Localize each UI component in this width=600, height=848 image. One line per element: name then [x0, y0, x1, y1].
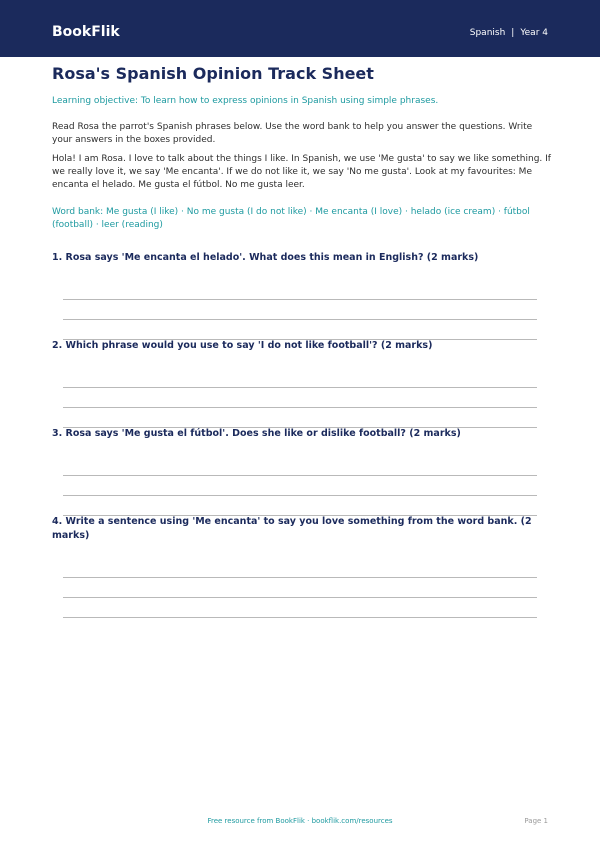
- learning-objective: Learning objective: To learn how to express opinions in Spanish using simple phrases.: [52, 96, 439, 106]
- question-2: 2. Which phrase would you use to say 'I do not like football'? (2 marks): [52, 340, 433, 351]
- answer-line-4b[interactable]: [63, 597, 537, 598]
- instructions: Read Rosa the parrot's Spanish phrases below. Use the word bank to help you answer the questions. Write your answers in the boxes provided.: [52, 122, 533, 145]
- answer-line-3b[interactable]: [63, 495, 537, 496]
- separator: |: [511, 28, 515, 38]
- year-label: Year 4: [520, 28, 548, 38]
- question-4: 4. Write a sentence using 'Me encanta' to say you love something from the word bank. (2 marks): [52, 516, 532, 541]
- subject-label: Spanish: [469, 28, 506, 38]
- page-title: Rosa's Spanish Opinion Track Sheet: [52, 64, 374, 83]
- answer-line-1b[interactable]: [63, 319, 537, 320]
- header-bar: [0, 0, 600, 57]
- page-number: Page 1: [524, 817, 548, 825]
- footer-text: Free resource from BookFlik · bookflik.com/resources: [207, 817, 393, 825]
- answer-line-3a[interactable]: [63, 475, 537, 476]
- subject-year: [470, 28, 548, 38]
- answer-line-1a[interactable]: [63, 299, 537, 300]
- answer-line-4c[interactable]: [63, 617, 537, 618]
- word-bank: Word bank: Me gusta (I like) · No me gusta (I do not like) · Me encanta (I love) · helado (ice cream) · fútbol (football) · leer (reading): [52, 207, 530, 230]
- question-3: 3. Rosa says 'Me gusta el fútbol'. Does she like or dislike football? (2 marks): [52, 428, 461, 439]
- answer-line-2a[interactable]: [63, 387, 537, 388]
- answer-line-4a[interactable]: [63, 577, 537, 578]
- answer-line-2b[interactable]: [63, 407, 537, 408]
- reading-passage: Hola! I am Rosa. I love to talk about the things I like. In Spanish, we use 'Me gusta' to say we like something. If we really love it, we say 'Me encanta'. If we do not like it, we say 'No me gusta'. Look at my favourites: Me encanta el helado. Me gusta el fútbol. No me gusta leer.: [52, 154, 551, 190]
- brand-logo-text: BookFlik: [52, 24, 120, 40]
- question-1: 1. Rosa says 'Me encanta el helado'. What does this mean in English? (2 marks): [52, 252, 479, 263]
